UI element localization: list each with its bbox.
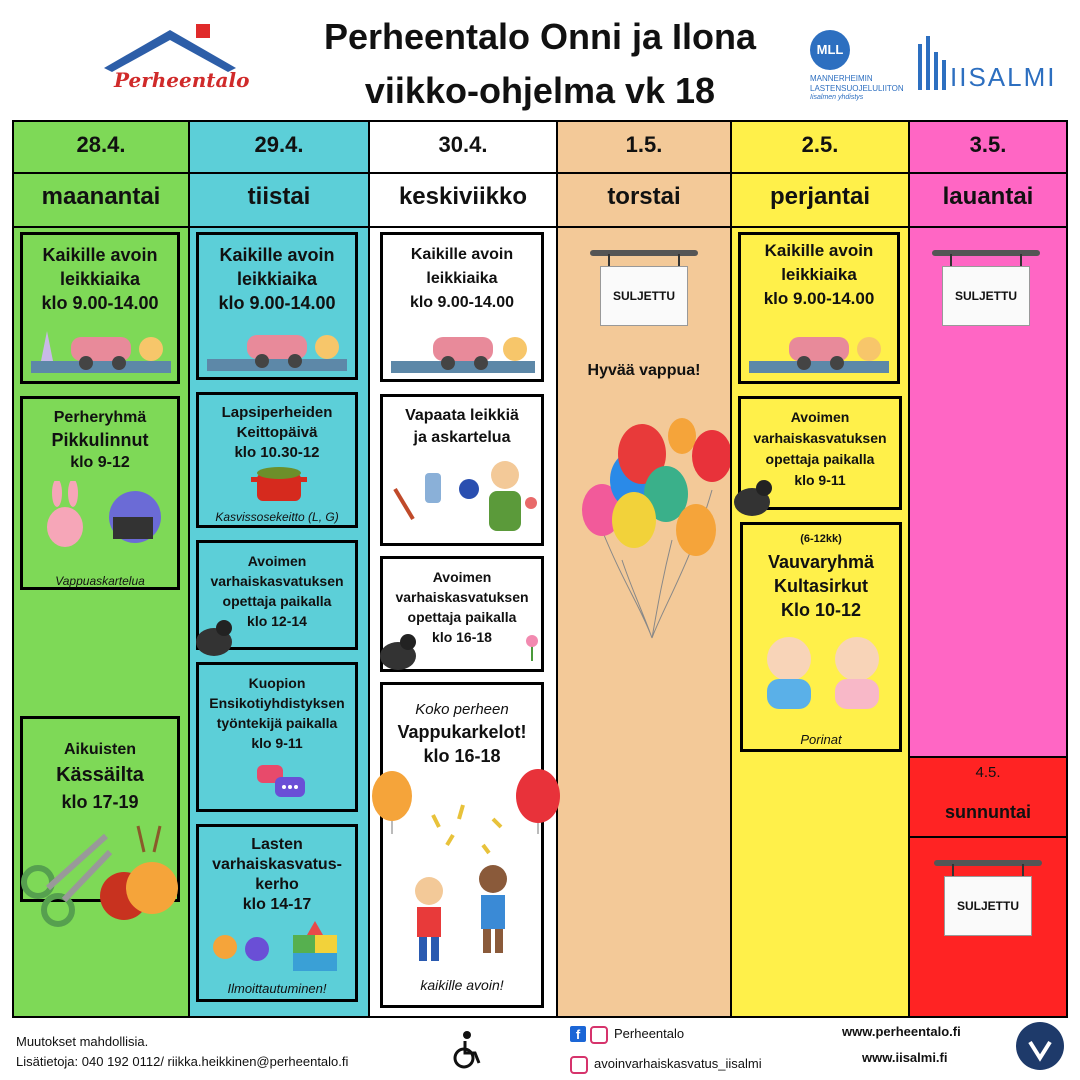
card-line: Klo 10-12 [780, 600, 862, 620]
tuesday-club-card [196, 824, 358, 1002]
crow-icon [724, 472, 784, 528]
toys-icon [207, 327, 347, 373]
balloons-icon [562, 410, 732, 640]
handprints-and-blocks-icon [207, 919, 351, 973]
wednesday-column [368, 120, 558, 1018]
friday-date: 2.5. [732, 122, 908, 174]
card-line: leikkiaika [426, 270, 498, 287]
card-line: kerho [255, 876, 299, 893]
page-title: Perheentalo Onni ja Ilona [323, 16, 757, 57]
crow-icon [184, 612, 240, 668]
card-line: Avoimen [247, 553, 307, 569]
friday-baby-group-card [740, 522, 902, 752]
closed-sign [932, 250, 1040, 326]
flower-icon [523, 633, 541, 661]
card-line: klo 9-11 [251, 735, 303, 751]
wednesday-date: 30.4. [370, 122, 556, 174]
card-line: klo 17-19 [61, 792, 139, 812]
card-note: kaikille avoin! [420, 977, 504, 993]
card-line: Kuopion [248, 675, 306, 691]
chat-bubbles-icon [255, 761, 309, 805]
card-line: ja askartelua [413, 429, 511, 446]
tuesday-open-play-card [196, 232, 358, 380]
saturday-date: 3.5. [910, 122, 1066, 174]
contact-info: Lisätietoja: 040 192 0112/ riikka.heikkinen@perheentalo.fi [16, 1054, 349, 1069]
card-line: Avoimen [432, 569, 492, 585]
closed-sign [590, 250, 698, 326]
card-line: klo 9.00-14.00 [409, 294, 515, 311]
website-link[interactable]: www.iisalmi.fi [862, 1050, 948, 1065]
card-line: klo 16-18 [432, 629, 492, 645]
tuesday-soup-day-card [196, 392, 358, 528]
wednesday-party-card [380, 682, 544, 1008]
tuesday-date: 29.4. [190, 122, 368, 174]
card-line: Koko perheen [415, 701, 509, 718]
mll-name-1: MANNERHEIMIN [810, 74, 873, 83]
card-line: Kultasirkut [773, 576, 869, 596]
red-balloon-icon [514, 768, 564, 834]
thursday-name: torstai [558, 172, 730, 228]
friday-column [730, 120, 910, 1018]
card-note: Porinat [800, 732, 842, 747]
saturday-column [908, 120, 1068, 760]
card-line: klo 10.30-12 [234, 444, 320, 461]
card-line: opettaja paikalla [765, 451, 875, 467]
card-line: varhaiskasvatus- [212, 856, 342, 873]
card-line: Ensikotiyhdistyksen [209, 695, 345, 711]
card-note: Kasvissosekeitto (L, G) [215, 510, 339, 524]
scissors-and-yarn-icon [14, 822, 190, 930]
card-line: varhaiskasvatuksen [395, 589, 529, 605]
changes-note: Muutokset mahdollisia. [16, 1034, 149, 1049]
card-line: leikkiaika [781, 265, 857, 284]
tuesday-kuopio-card [196, 662, 358, 812]
orange-balloon-icon [368, 770, 418, 834]
child-with-toys-icon [389, 459, 539, 533]
monday-name: maanantai [14, 172, 188, 228]
card-line: Kaikille avoin [219, 245, 335, 265]
monday-column [12, 120, 190, 1018]
tuesday-column [188, 120, 370, 1018]
wednesday-free-play-card [380, 394, 544, 546]
card-line: Perheryhmä [53, 409, 147, 426]
page-subtitle: viikko-ohjelma vk 18 [364, 70, 716, 111]
toys-icon [391, 329, 535, 375]
card-line: Kaikille avoin [764, 241, 874, 260]
card-line: Kässäilta [56, 764, 144, 786]
sunday-column [908, 756, 1068, 1018]
mll-name-2: LASTENSUOJELULIITON [810, 84, 904, 93]
card-line: opettaja paikalla [407, 609, 517, 625]
wednesday-open-play-card [380, 232, 544, 382]
card-line: Kaikille avoin [42, 245, 158, 265]
sign-rod [934, 860, 1042, 866]
website-link[interactable]: www.perheentalo.fi [842, 1024, 961, 1039]
card-line: leikkiaika [59, 269, 141, 289]
closed-label: SULJETTU [944, 876, 1032, 936]
card-line: klo 9-12 [70, 454, 130, 471]
closed-sign [934, 860, 1042, 936]
card-line: opettaja paikalla [222, 593, 332, 609]
mll-logo [806, 30, 906, 118]
wednesday-name: keskiviikko [370, 172, 556, 228]
thursday-column [556, 120, 732, 1018]
card-line: klo 16-18 [423, 746, 501, 766]
card-line: klo 9-11 [794, 472, 846, 488]
closed-label: SULJETTU [600, 266, 688, 326]
card-line: Lapsiperheiden [221, 404, 333, 421]
card-line: Vappukarkelot! [397, 722, 527, 742]
city-skyline-icon [912, 34, 952, 94]
thursday-date: 1.5. [558, 122, 730, 174]
tuesday-name: tiistai [190, 172, 368, 228]
card-line: Aikuisten [63, 741, 136, 758]
closed-label: SULJETTU [942, 266, 1030, 326]
instagram-icon[interactable] [570, 1056, 588, 1074]
card-line: klo 12-14 [247, 613, 307, 629]
card-note: Vappuaskartelua [55, 574, 145, 588]
mll-badge: MLL [810, 30, 850, 70]
toys-icon [749, 329, 889, 375]
crow-icon [368, 626, 428, 682]
card-note: Ilmoittautuminen! [227, 981, 327, 996]
card-line: Pikkulinnut [51, 430, 149, 450]
monday-open-play-card [20, 232, 180, 384]
sign-rod [932, 250, 1040, 256]
vappu-greeting: Hyvää vappua! [587, 362, 701, 379]
social-instagram-link[interactable]: avoinvarhaiskasvatus_iisalmi [594, 1056, 762, 1071]
iisalmi-logo [912, 34, 1062, 94]
card-line: työntekijä paikalla [216, 715, 338, 731]
card-line: Vauvaryhmä [767, 552, 875, 572]
card-line: (6-12kk) [800, 533, 842, 545]
bunny-and-paints-icon [37, 481, 167, 551]
logo-text: Perheentalo [114, 68, 250, 92]
friday-name: perjantai [732, 172, 908, 228]
sunday-name: sunnuntai [910, 788, 1066, 838]
sign-rod [590, 250, 698, 256]
monday-family-group-card [20, 396, 180, 590]
card-line: klo 9.00-14.00 [763, 289, 875, 308]
card-line: Vapaata leikkiä [405, 407, 519, 424]
sunday-date: 4.5. [975, 764, 1001, 781]
card-line: Keittopäivä [236, 424, 318, 441]
card-line: Avoimen [790, 409, 850, 425]
toys-icon [31, 327, 171, 375]
social-facebook-link[interactable]: Perheentalo [614, 1026, 685, 1041]
card-line: Kaikille avoin [410, 246, 514, 263]
mll-name-3: Iisalmen yhdistys [810, 94, 864, 101]
card-line: klo 14-17 [242, 896, 312, 913]
card-line: klo 9.00-14.00 [218, 293, 336, 313]
card-line: Lasten [251, 836, 303, 853]
saturday-name: lauantai [910, 172, 1066, 228]
instagram-icon[interactable] [590, 1026, 608, 1044]
certification-seal-icon [1016, 1022, 1064, 1070]
card-line: varhaiskasvatuksen [210, 573, 344, 589]
city-name: IISALMI [950, 62, 1057, 92]
card-line: klo 9.00-14.00 [41, 293, 159, 313]
cooking-pot-icon [251, 463, 307, 503]
friday-open-play-card [738, 232, 900, 384]
monday-date: 28.4. [14, 122, 188, 174]
wheelchair-access-icon [450, 1030, 486, 1070]
facebook-icon[interactable]: f [570, 1026, 586, 1042]
card-line: leikkiaika [236, 269, 318, 289]
card-line: varhaiskasvatuksen [753, 430, 887, 446]
babies-icon [753, 629, 893, 715]
